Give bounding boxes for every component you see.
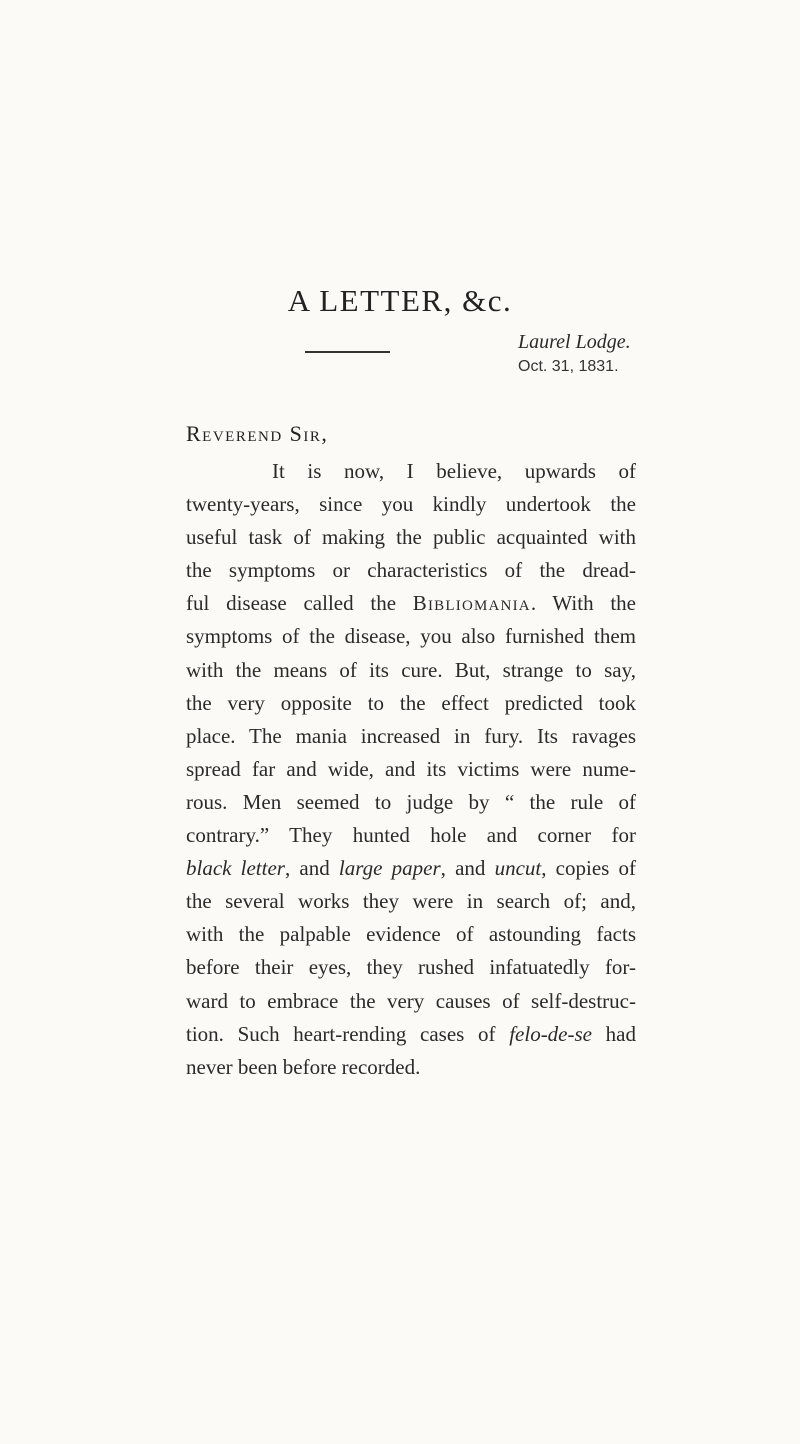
text-run: ful disease called the [186, 591, 413, 616]
body-line [186, 1051, 636, 1084]
text-run: , and [440, 856, 495, 881]
body-line [186, 687, 636, 720]
body-line [186, 587, 636, 620]
text-run: symptoms of the disease, you also furnished them [186, 624, 636, 649]
body-line [186, 620, 636, 653]
italic-text: uncut [494, 856, 542, 881]
text-run: tion. Such heart-rending cases of [186, 1021, 510, 1046]
body-line [186, 819, 636, 852]
body-line [186, 521, 636, 554]
body-line [186, 720, 636, 753]
text-run: twenty-years, since you kindly undertook the [186, 492, 636, 517]
dateline-place: Laurel Lodge. [518, 331, 631, 353]
body-line [186, 985, 636, 1018]
text-run: It is now, I believe, upwards of [272, 459, 636, 483]
small-caps-text: Bibliomania [412, 591, 531, 616]
text-run: before their eyes, they rushed infatuatedly for- [186, 955, 636, 980]
body-line [186, 951, 636, 984]
text-run: useful task of making the public acquainted with [186, 525, 636, 550]
body-line [186, 1018, 636, 1051]
italic-text: black letter [186, 856, 285, 881]
body-line [186, 786, 636, 819]
text-run: the symptoms or characteristics of the dread- [186, 558, 636, 583]
letter-body [186, 455, 636, 1084]
page-heading: A LETTER, &c. [287, 283, 513, 318]
text-run: place. The mania increased in fury. Its ravages [186, 723, 636, 748]
text-run: with the palpable evidence of astounding facts [186, 922, 636, 947]
text-run: ward to embrace the very causes of self-destruc- [186, 988, 636, 1013]
text-run: had [592, 1021, 636, 1046]
body-line [186, 488, 636, 521]
text-run: the very opposite to the effect predicted took [186, 690, 636, 715]
text-run: . With the [530, 591, 636, 616]
text-run: contrary.” They hunted hole and corner for [186, 823, 636, 848]
dateline-date: Oct. 31, 1831. [518, 358, 619, 375]
text-run: , copies of [541, 856, 636, 881]
text-run: never been before recorded. [186, 1054, 421, 1079]
italic-text: felo-de-se [509, 1021, 592, 1046]
body-line [186, 918, 636, 951]
body-line [186, 455, 636, 488]
text-run: with the means of its cure. But, strange to say, [186, 657, 636, 682]
italic-text: large paper [338, 856, 441, 881]
text-run: , and [284, 856, 339, 881]
heading-divider [305, 351, 390, 353]
body-line [186, 885, 636, 918]
text-run: the several works they were in search of; and, [186, 889, 636, 914]
body-line [186, 852, 636, 885]
body-line [186, 654, 636, 687]
body-line [186, 554, 636, 587]
salutation: Reverend Sir, [186, 421, 329, 446]
text-run: rous. Men seemed to judge by “ the rule of [186, 789, 636, 814]
text-run: spread far and wide, and its victims were nume- [186, 756, 636, 781]
body-line [186, 753, 636, 786]
